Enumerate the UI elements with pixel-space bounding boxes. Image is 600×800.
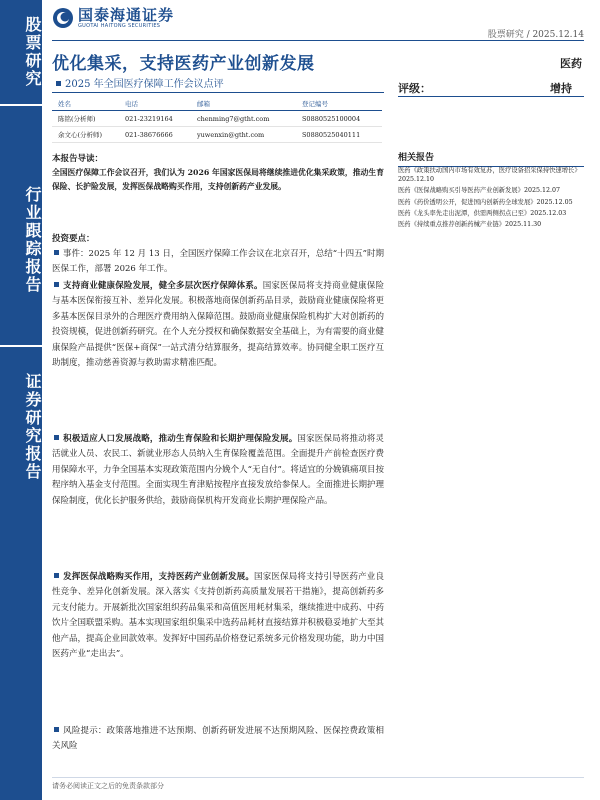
analyst-table [52,97,382,143]
bullet-bold-lead: 发挥医保战略购买作用，支持医药产业创新发展。 [63,572,255,582]
related-report-link[interactable]: 医药《医保战略购买引导医药产业创新发展》2025.12.07 [398,187,560,195]
report-title: 优化集采，支持医药产业创新发展 [52,54,315,74]
related-reports-heading: 相关报告 [398,150,584,167]
related-report-link[interactable]: 医药《政策扶动国内市场有效复苏，医疗设备招采保持快速增长》2025.12.10 [398,167,581,184]
related-report-link[interactable]: 医药《龙头率先走出泥潭，供需两侧拐点已至》2025.12.03 [398,209,567,217]
column-header: 邮箱 [191,97,296,111]
related-report-link[interactable]: 医药《药价透明公开，促进国内创新药全球发展》2025.12.05 [398,198,573,206]
logo-cn-text: 国泰海通证券 [78,5,175,24]
sidebar-label-industry-tracking: 行业跟踪报告 [23,186,42,294]
bullet-text: 事件：2025 年 12 月 13 日，全国医疗保障工作会议在北京召开，总结“十四五”时期医保工作，部署 2026 年工作。 [52,249,384,275]
logo-mark-icon [52,7,74,29]
bullet-bold-lead: 积极适应人口发展战略，推动生育保险和长期护理保险发展。 [63,434,298,444]
header-divider [52,40,584,41]
square-bullet-icon [54,282,59,287]
square-bullet-icon [56,81,61,86]
guide-text: 全国医疗保障工作会议召开，我们认为 2026 年国家医保局将继续推进优化集采政策，推动生育保险、长护险发展，发挥医保战略购买作用，支持创新药产业发展。 [52,168,384,192]
industry-label: 医药 [560,57,582,70]
disclaimer-note: 请务必阅读正文之后的免责条款部分 [52,782,164,790]
rating-value: 增持 [550,82,572,95]
analyst-reg-no: S0880525100004 [296,111,382,127]
subtitle-text: 2025 年全国医疗保障工作会议点评 [65,79,224,90]
square-bullet-icon [54,250,59,255]
square-bullet-icon [54,727,59,732]
bullet-text: 国家医保局将推动将灵活就业人员、农民工、新就业形态人员纳入生育保险覆盖范围。全面提升产前检查医疗费用保障水平，力争全国基本实现政策范围内分娩个人“无自付”。将适宜的分娩镇痛项目按程序纳入基金支付范围。全面实现生育津贴按程序直接发放给参保人。全面推进长期护理保险制度，优化长护服务供给，鼓励商保机构开发商业长期护理保险产品。 [52,434,384,506]
rating-label: 评级： [398,82,431,95]
analyst-reg-no: S0880525040111 [296,127,382,143]
column-header: 电话 [119,97,191,111]
bullet-event [52,247,384,278]
report-subtitle [52,78,384,93]
bullet-birth-care-insurance [52,432,384,509]
analyst-name: 陈铭(分析师) [52,111,119,127]
analyst-phone: 021-23219164 [119,111,191,127]
bullet-strategic-purchasing [52,570,384,662]
column-header: 姓名 [52,97,119,111]
guide-heading: 本报告导读： [52,154,104,164]
analyst-email[interactable]: yuwenxin@gtht.com [191,127,296,143]
company-logo [52,6,174,30]
bullet-text: 国家医保局将支持商业健康保险与基本医保衔接互补、差异化发展。积极落地商保创新药品目录，鼓励商业健康保险将更多基本医保目录外的合理医疗费用纳入保障范围。鼓励商业健康保险机构扩大对创新药的投资规模，促进创新药研究。在个人充分授权和确保数据安全基础上，为有需要的商业健康保险产品提供“医保+商保”一站式清分结算服务，提高结算效率。协同健全职工医疗互助制度，推动慈善资源与救助需求精准匹配。 [52,281,384,369]
bullet-risk [52,724,384,755]
analyst-phone: 021-38676666 [119,127,191,143]
related-reports-list [398,166,588,231]
sidebar-divider [0,345,42,347]
bullet-text: 国家医保局将支持引导医药产业良性竞争、差异化创新发展。深入落实《支持创新药高质量发展若干措施》，提高创新药多元支付能力。开展新批次国家组织药品集采和高值医用耗材集采，继续推进中成药、中药饮片全国联盟采购。基本实现国家组织集采中选药品耗材直接结算并积极稳妥地扩大至其他产品，提高企业回款效率。发挥好中国药品价格登记系统多元价格发现功能，助力中国医药产业“走出去”。 [52,572,384,660]
footer-divider [52,777,584,778]
sidebar-label-securities-report: 证券研究报告 [23,373,42,481]
square-bullet-icon [54,573,59,578]
table-row [52,111,382,127]
analyst-email[interactable]: chenming7@gtht.com [191,111,296,127]
sidebar-divider [0,104,42,106]
sidebar-label-stock-research: 股票研究 [23,16,42,88]
bullet-commercial-insurance-text [52,279,384,371]
bullet-text: 风险提示：政策落地推进不达预期、创新药研发进展不达预期风险、医保控费政策相关风险 [52,726,384,752]
analyst-name: 余文心(分析师) [52,127,119,143]
column-header: 登记编号 [296,97,382,111]
rating-block [398,76,584,97]
report-type-date: 股票研究 / 2025.12.14 [487,30,584,40]
logo-en-text: GUOTAI HAITONG SECURITIES [78,22,161,29]
square-bullet-icon [54,435,59,440]
table-row [52,127,382,143]
bullet-bold-lead: 支持商业健康保险发展，健全多层次医疗保障体系。 [63,281,263,291]
investment-heading: 投资要点： [52,234,95,244]
left-sidebar [0,0,42,800]
related-report-link[interactable]: 医药《持续重点推荐创新药械产业链》2025.11.30 [398,221,542,229]
